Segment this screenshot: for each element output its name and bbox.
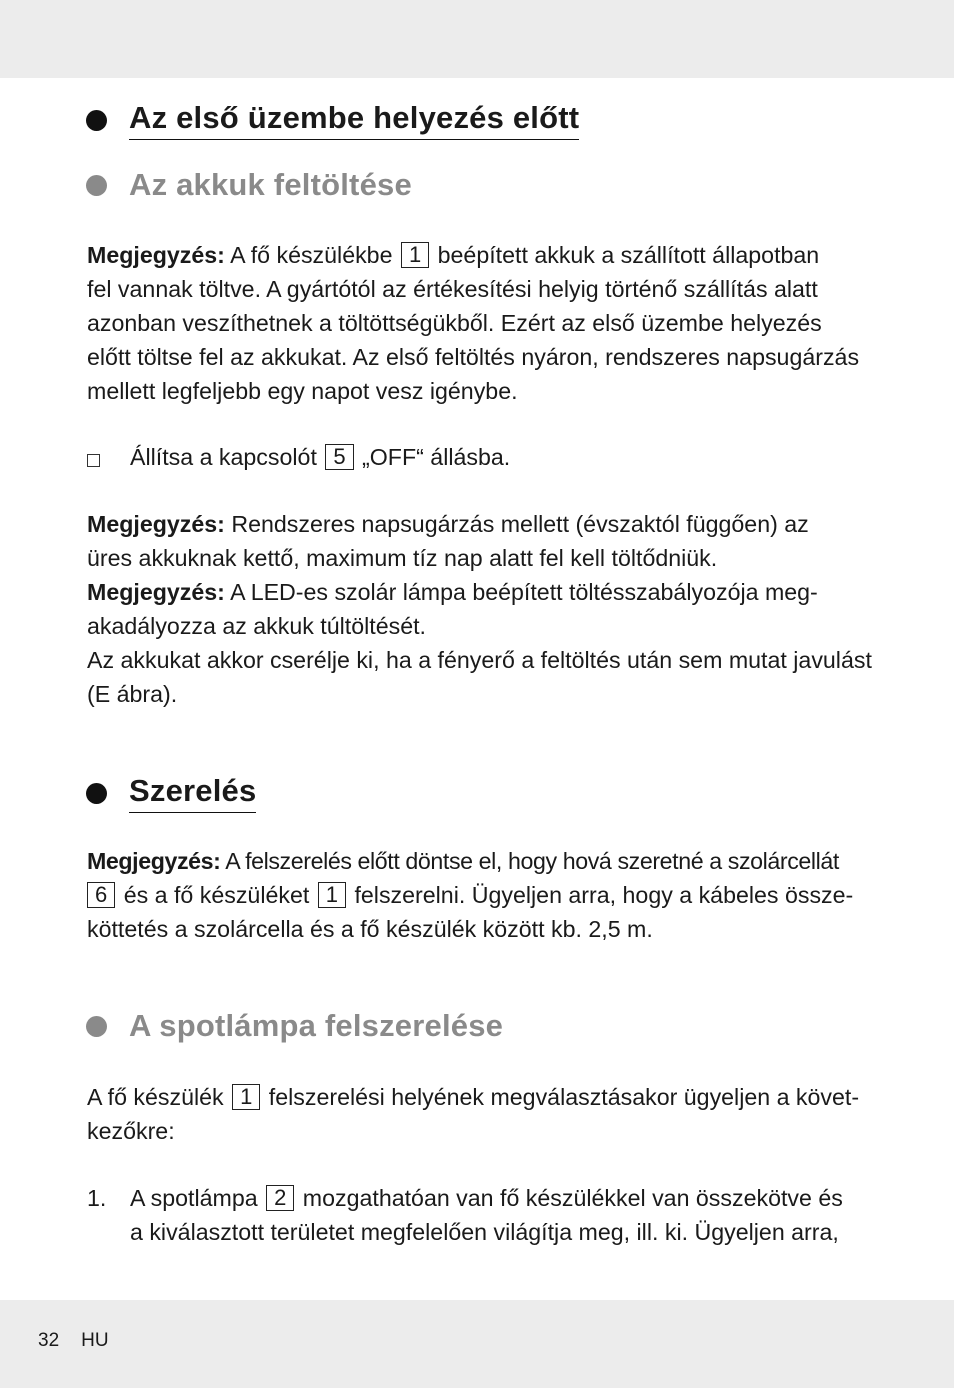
note3-line: akadályozza az akkuk túltöltését. — [87, 613, 426, 639]
heading-first-use — [86, 100, 579, 140]
heading-charging — [86, 167, 412, 203]
list-item-line: a kiválasztott területet megfelelően világítja meg, ill. ki. Ügyeljen arra, — [130, 1219, 839, 1245]
step-text — [130, 440, 510, 474]
part-number-box: 1 — [318, 882, 346, 908]
bullet-icon — [86, 110, 107, 131]
page-footer — [38, 1330, 131, 1352]
note-paragraph-2 — [87, 507, 877, 711]
bottom-band — [0, 1300, 954, 1388]
replace-line: Az akkukat akkor cserélje ki, ha a fényerő a feltöltés után sem mutat javulást — [87, 647, 872, 673]
step-text-b: „OFF“ állásba. — [362, 444, 511, 470]
heading-charging-text: Az akkuk feltöltése — [129, 167, 412, 202]
heading-spot-mounting-text: A spotlámpa felszerelése — [129, 1008, 504, 1043]
note1-line: azonban veszíthetnek a töltöttségükből. Ezért az első üzembe helyezés — [87, 310, 822, 336]
top-band — [0, 0, 954, 78]
note-label: Megjegyzés: — [87, 848, 221, 874]
note4-text: és a fő készüléket — [123, 882, 310, 908]
part-number-box: 2 — [266, 1185, 294, 1211]
note-label: Megjegyzés: — [87, 579, 225, 605]
heading-first-use-text: Az első üzembe helyezés előtt — [129, 100, 579, 140]
note1-line: előtt töltse fel az akkukat. Az első feltöltés nyáron, rendszeres napsugárzás — [87, 344, 860, 370]
note-label: Megjegyzés: — [87, 511, 225, 537]
list-number: 1. — [87, 1185, 107, 1211]
note1-line: fel vannak töltve. A gyártótól az értékesítési helyig történő szállítás alatt — [87, 276, 818, 302]
heading-mounting — [86, 773, 256, 813]
note-label: Megjegyzés: — [87, 242, 225, 268]
note1-text: beépített akkuk a szállított állapotban — [437, 242, 820, 268]
replace-line: (E ábra). — [87, 681, 178, 707]
bullet-icon — [86, 175, 107, 196]
step-checkbox-icon — [87, 454, 100, 467]
heading-mounting-text: Szerelés — [129, 773, 256, 813]
list-item-1 — [130, 1181, 843, 1249]
bullet-icon — [86, 783, 107, 804]
page-number: 32 — [38, 1330, 60, 1351]
part-number-box: 1 — [401, 242, 429, 268]
note4-line: köttetés a szolárcella és a fő készülék között kb. 2,5 m. — [87, 916, 653, 942]
spot-intro-text: A fő készülék — [87, 1084, 224, 1110]
spot-intro-text: felszerelési helyének megválasztásakor ügyeljen a követ- — [268, 1084, 860, 1110]
note3-text: A LED-es szolár lámpa beépített töltésszabályozója meg- — [230, 579, 818, 605]
bullet-icon — [86, 1016, 107, 1037]
note2-text: Rendszeres napsugárzás mellett (évszaktól függően) az — [231, 511, 809, 537]
heading-spot-mounting — [86, 1008, 503, 1044]
list-item-text: A spotlámpa — [130, 1185, 258, 1211]
note-paragraph-4 — [87, 844, 877, 946]
spot-intro-paragraph — [87, 1080, 877, 1148]
note4-text: felszerelni. Ügyeljen arra, hogy a kábeles össze- — [354, 882, 854, 908]
language-code: HU — [81, 1330, 109, 1351]
part-number-box: 1 — [232, 1084, 260, 1110]
list-item-text: mozgathatóan van fő készülékkel van összekötve és — [302, 1185, 843, 1211]
note4-text: A felszerelés előtt döntse el, hogy hová szeretné a szolárcellát — [225, 848, 839, 874]
step-text-a: Állítsa a kapcsolót — [130, 444, 317, 470]
part-number-box: 6 — [87, 882, 115, 908]
note1-line: mellett legfeljebb egy napot vesz igénybe. — [87, 378, 518, 404]
note-paragraph-1 — [87, 238, 877, 408]
part-number-box: 5 — [325, 444, 353, 470]
note1-text: A fő készülékbe — [230, 242, 393, 268]
note2-line: üres akkuknak kettő, maximum tíz nap alatt fel kell töltődniük. — [87, 545, 718, 571]
spot-intro-line: kezőkre: — [87, 1118, 175, 1144]
